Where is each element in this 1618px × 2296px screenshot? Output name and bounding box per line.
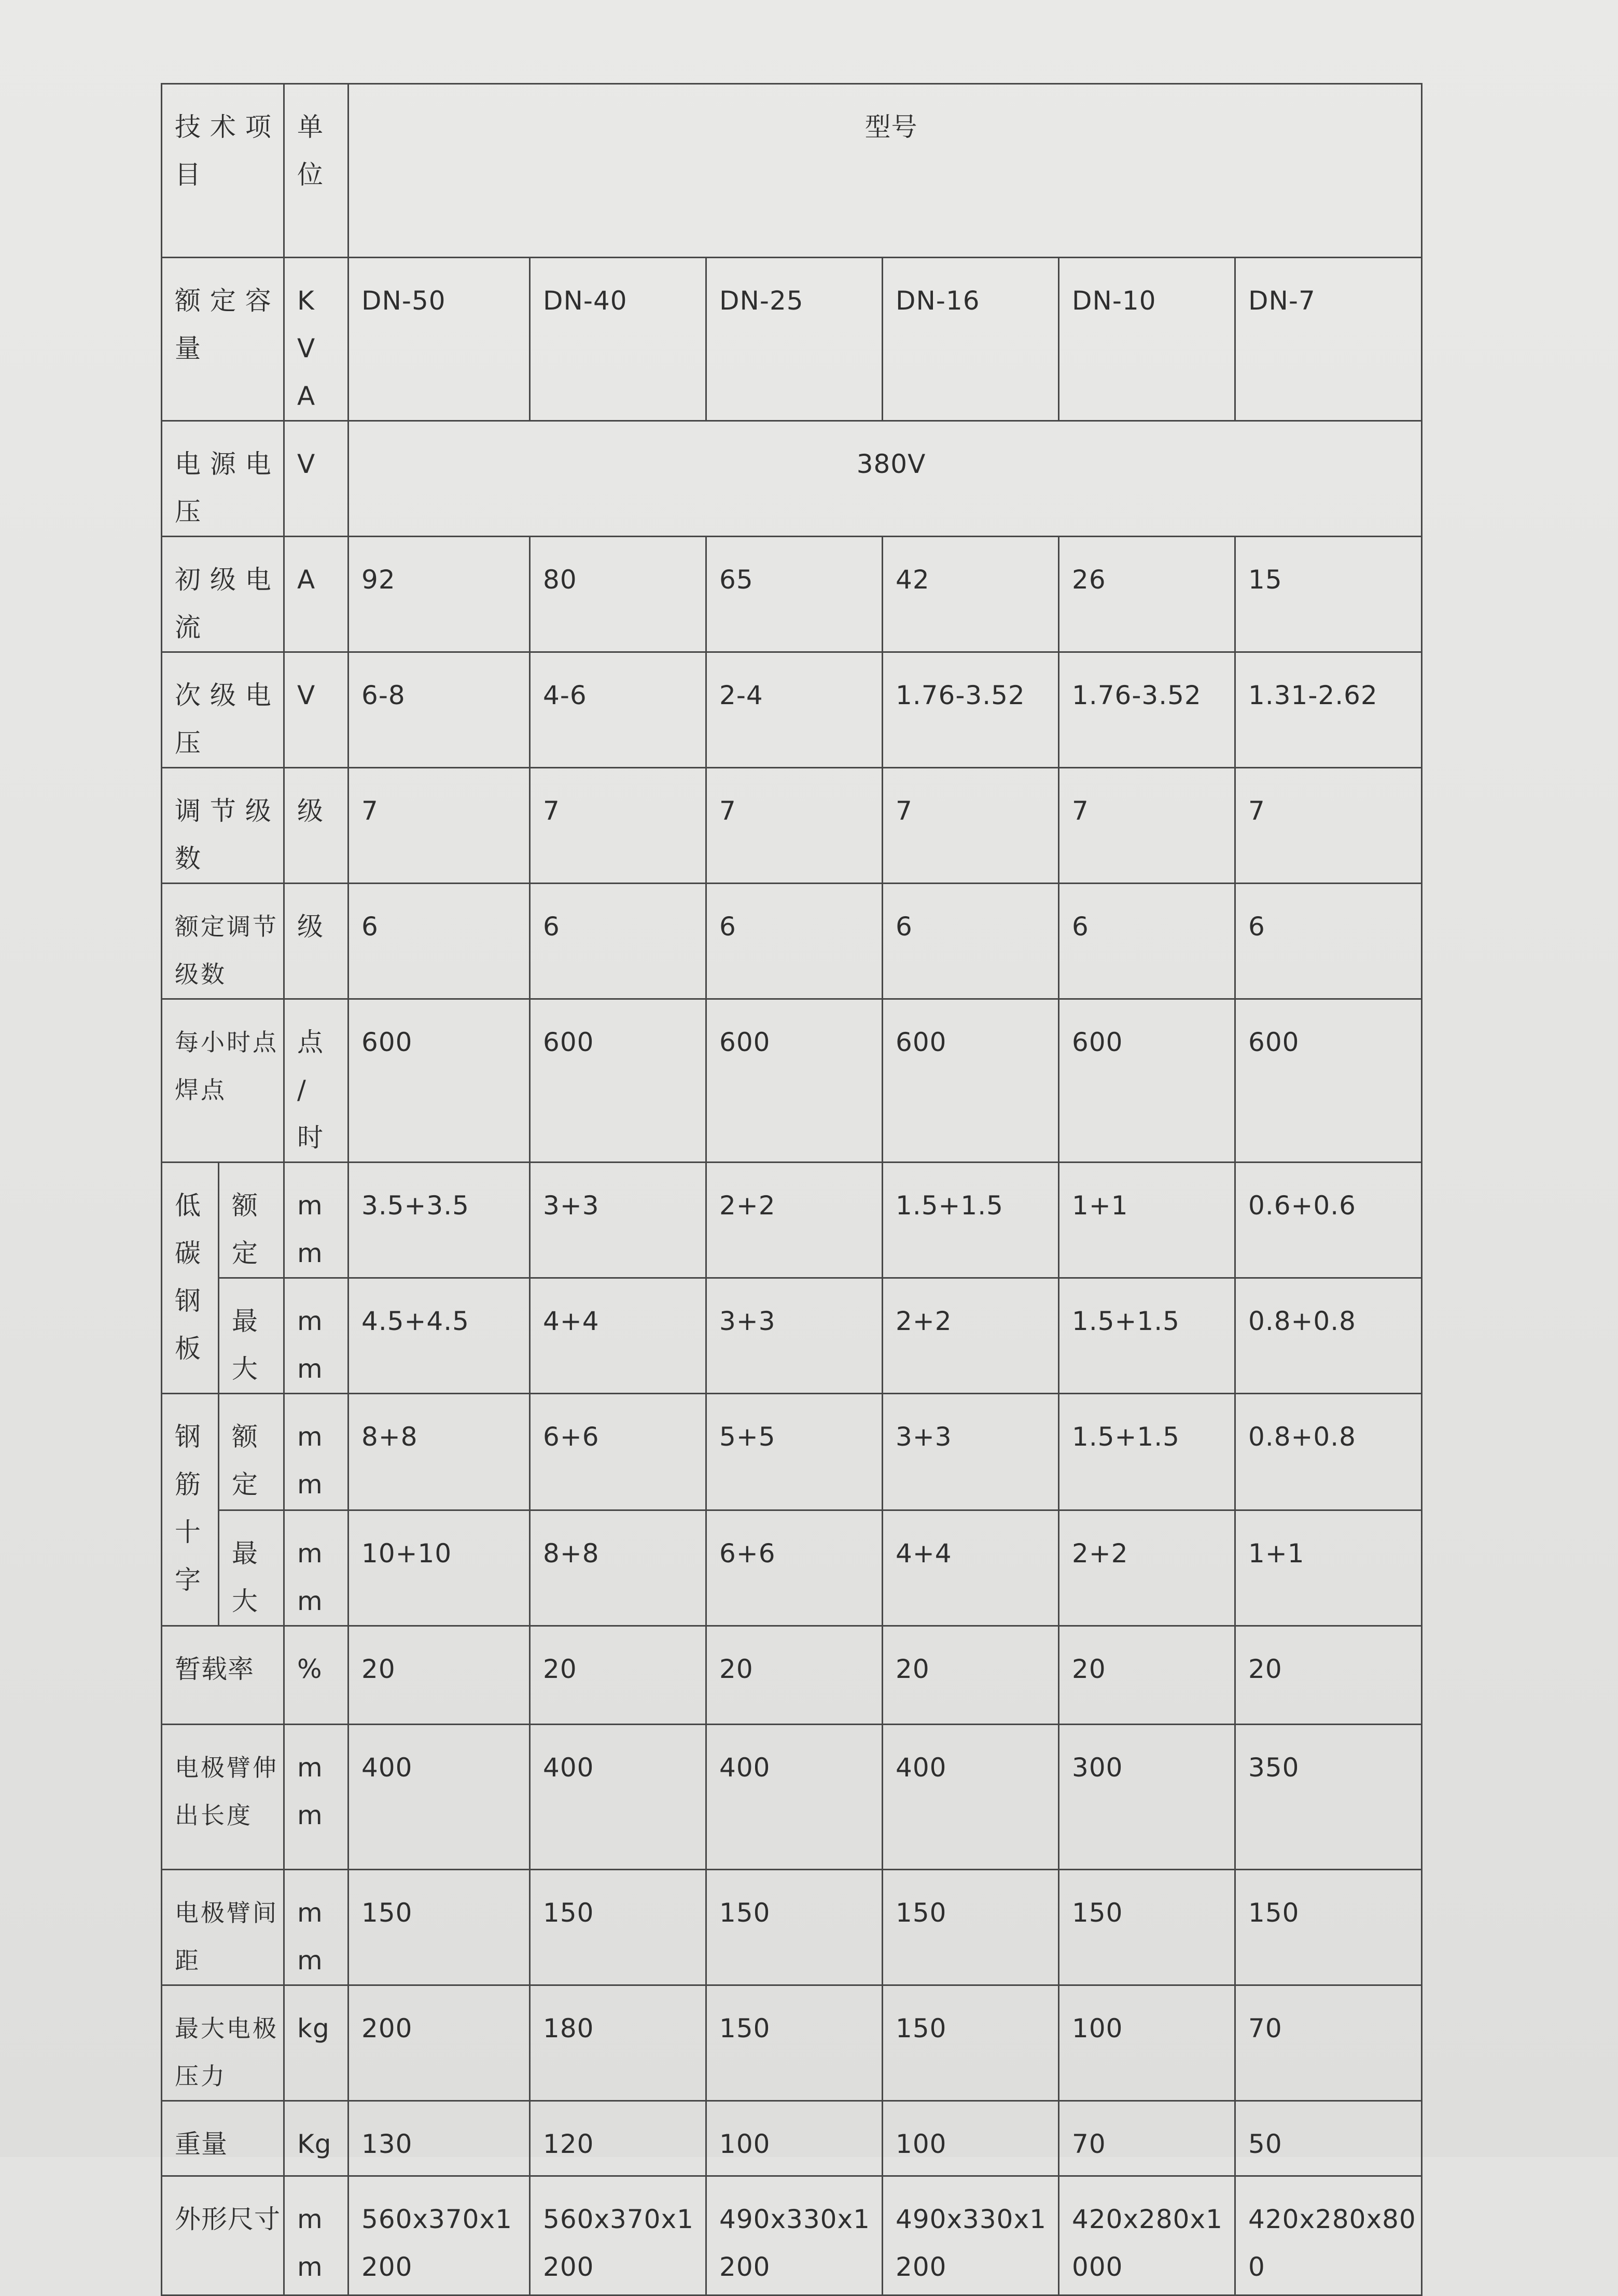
row-unit: m m (284, 2176, 348, 2295)
header-item-cell: 技 术 项目 (162, 84, 284, 258)
row-adjust-steps (162, 768, 1422, 884)
value-cell: 130 (348, 2101, 530, 2176)
value-cell: 6 (883, 884, 1059, 999)
model-cell: DN-40 (530, 258, 706, 421)
value-cell: 6 (706, 884, 883, 999)
row-unit: m m (284, 1278, 348, 1394)
value-cell: 42 (883, 537, 1059, 652)
value-cell: 560x370x1200 (530, 2176, 706, 2295)
value-cell: 7 (530, 768, 706, 884)
value-cell: 20 (348, 1626, 530, 1725)
value-cell: 5+5 (706, 1394, 883, 1510)
row-unit: m m (284, 1725, 348, 1870)
value-cell: 2-4 (706, 652, 883, 768)
row-rebar-max (162, 1510, 1422, 1626)
value-cell: 65 (706, 537, 883, 652)
value-cell: 3.5+3.5 (348, 1163, 530, 1278)
row-label: 额定调节级数 (162, 884, 284, 999)
value-cell: 150 (1235, 1870, 1422, 1985)
value-cell: 7 (1235, 768, 1422, 884)
group-rebar-cross: 钢 筋 十 字 (162, 1394, 219, 1626)
value-cell: 6 (1059, 884, 1235, 999)
row-low-carbon-rated (162, 1163, 1422, 1278)
value-cell: 600 (530, 999, 706, 1163)
row-arm-extension (162, 1725, 1422, 1870)
row-weight (162, 2101, 1422, 2176)
value-cell: 2+2 (1059, 1510, 1235, 1626)
value-cell: 70 (1059, 2101, 1235, 2176)
header-row (162, 84, 1422, 258)
value-cell: 400 (348, 1725, 530, 1870)
value-cell: 1+1 (1059, 1163, 1235, 1278)
value-cell: 100 (706, 2101, 883, 2176)
row-dimensions (162, 2176, 1422, 2295)
value-cell: 2+2 (883, 1278, 1059, 1394)
value-cell: 600 (1235, 999, 1422, 1163)
row-arm-spacing (162, 1870, 1422, 1985)
value-cell: 400 (883, 1725, 1059, 1870)
row-unit: % (284, 1626, 348, 1725)
value-cell: 4-6 (530, 652, 706, 768)
row-label: 调 节 级数 (162, 768, 284, 884)
value-cell: 10+10 (348, 1510, 530, 1626)
value-cell: 3+3 (883, 1394, 1059, 1510)
value-cell: 300 (1059, 1725, 1235, 1870)
header-unit-cell: 单 位 (284, 84, 348, 258)
row-rated-capacity (162, 258, 1422, 421)
value-cell: 120 (530, 2101, 706, 2176)
row-duty-cycle (162, 1626, 1422, 1725)
row-unit: V (284, 652, 348, 768)
value-cell: 7 (348, 768, 530, 884)
row-unit: m m (284, 1394, 348, 1510)
row-unit: m m (284, 1163, 348, 1278)
value-cell: 350 (1235, 1725, 1422, 1870)
row-max-pressure (162, 1985, 1422, 2101)
header-model-cell: 型号 (348, 84, 1422, 258)
model-cell: DN-50 (348, 258, 530, 421)
group-low-carbon-steel: 低 碳 钢 板 (162, 1163, 219, 1394)
value-cell: 1.31-2.62 (1235, 652, 1422, 768)
row-label: 每小时点焊点 (162, 999, 284, 1163)
row-low-carbon-max (162, 1278, 1422, 1394)
value-cell: 7 (883, 768, 1059, 884)
value-cell: 1.5+1.5 (1059, 1278, 1235, 1394)
row-label: 次 级 电压 (162, 652, 284, 768)
value-cell: 20 (1235, 1626, 1422, 1725)
row-unit: 点 / 时 (284, 999, 348, 1163)
value-cell: 8+8 (348, 1394, 530, 1510)
model-cell: DN-25 (706, 258, 883, 421)
model-cell: DN-7 (1235, 258, 1422, 421)
value-cell: 490x330x1200 (706, 2176, 883, 2295)
row-unit: A (284, 537, 348, 652)
value-cell: 20 (883, 1626, 1059, 1725)
value-cell: 180 (530, 1985, 706, 2101)
value-cell: 1.5+1.5 (1059, 1394, 1235, 1510)
row-label: 电极臂间距 (162, 1870, 284, 1985)
value-cell: 70 (1235, 1985, 1422, 2101)
row-label: 外形尺寸 (162, 2176, 284, 2295)
value-cell: 400 (530, 1725, 706, 1870)
value-cell: 150 (348, 1870, 530, 1985)
value-cell: 1.5+1.5 (883, 1163, 1059, 1278)
row-label: 额 定 容量 (162, 258, 284, 421)
value-cell: 20 (1059, 1626, 1235, 1725)
value-cell: 400 (706, 1725, 883, 1870)
value-cell: 200 (348, 1985, 530, 2101)
value-cell: 3+3 (706, 1278, 883, 1394)
value-cell: 1.76-3.52 (1059, 652, 1235, 768)
value-cell: 6 (530, 884, 706, 999)
value-cell: 26 (1059, 537, 1235, 652)
row-label: 初 级 电流 (162, 537, 284, 652)
row-unit: Kg (284, 2101, 348, 2176)
value-cell: 100 (883, 2101, 1059, 2176)
value-cell: 150 (883, 1870, 1059, 1985)
row-unit: V (284, 421, 348, 537)
sub-label: 最 大 (219, 1510, 284, 1626)
supply-voltage-value: 380V (348, 421, 1422, 537)
row-unit: K V A (284, 258, 348, 421)
value-cell: 1+1 (1235, 1510, 1422, 1626)
value-cell: 6 (1235, 884, 1422, 999)
row-supply-voltage (162, 421, 1422, 537)
row-unit: m m (284, 1510, 348, 1626)
value-cell: 20 (530, 1626, 706, 1725)
value-cell: 100 (1059, 1985, 1235, 2101)
value-cell: 150 (883, 1985, 1059, 2101)
row-unit: m m (284, 1870, 348, 1985)
model-cell: DN-10 (1059, 258, 1235, 421)
value-cell: 2+2 (706, 1163, 883, 1278)
value-cell: 150 (1059, 1870, 1235, 1985)
row-unit: 级 (284, 884, 348, 999)
value-cell: 420x280x1000 (1059, 2176, 1235, 2295)
row-primary-current (162, 537, 1422, 652)
value-cell: 600 (1059, 999, 1235, 1163)
value-cell: 600 (706, 999, 883, 1163)
value-cell: 4+4 (530, 1278, 706, 1394)
row-welds-per-hour (162, 999, 1422, 1163)
value-cell: 600 (348, 999, 530, 1163)
value-cell: 6-8 (348, 652, 530, 768)
value-cell: 150 (530, 1870, 706, 1985)
row-unit: kg (284, 1985, 348, 2101)
value-cell: 420x280x800 (1235, 2176, 1422, 2295)
value-cell: 8+8 (530, 1510, 706, 1626)
value-cell: 0.6+0.6 (1235, 1163, 1422, 1278)
row-rebar-rated (162, 1394, 1422, 1510)
value-cell: 92 (348, 537, 530, 652)
row-label: 重量 (162, 2101, 284, 2176)
sub-label: 额 定 (219, 1163, 284, 1278)
row-label: 最大电极压力 (162, 1985, 284, 2101)
value-cell: 6+6 (530, 1394, 706, 1510)
value-cell: 80 (530, 537, 706, 652)
sub-label: 最 大 (219, 1278, 284, 1394)
value-cell: 4.5+4.5 (348, 1278, 530, 1394)
row-label: 电 源 电压 (162, 421, 284, 537)
value-cell: 4+4 (883, 1510, 1059, 1626)
value-cell: 50 (1235, 2101, 1422, 2176)
value-cell: 150 (706, 1985, 883, 2101)
value-cell: 560x370x1200 (348, 2176, 530, 2295)
value-cell: 600 (883, 999, 1059, 1163)
row-unit: 级 (284, 768, 348, 884)
value-cell: 490x330x1200 (883, 2176, 1059, 2295)
row-label: 电极臂伸出长度 (162, 1725, 284, 1870)
value-cell: 6+6 (706, 1510, 883, 1626)
row-label: 暂载率 (162, 1626, 284, 1725)
value-cell: 0.8+0.8 (1235, 1394, 1422, 1510)
value-cell: 7 (706, 768, 883, 884)
row-secondary-voltage (162, 652, 1422, 768)
value-cell: 3+3 (530, 1163, 706, 1278)
value-cell: 7 (1059, 768, 1235, 884)
value-cell: 150 (706, 1870, 883, 1985)
value-cell: 1.76-3.52 (883, 652, 1059, 768)
value-cell: 20 (706, 1626, 883, 1725)
model-cell: DN-16 (883, 258, 1059, 421)
row-rated-adjust-steps (162, 884, 1422, 999)
sub-label: 额 定 (219, 1394, 284, 1510)
value-cell: 15 (1235, 537, 1422, 652)
value-cell: 6 (348, 884, 530, 999)
spec-table (161, 83, 1422, 2296)
value-cell: 0.8+0.8 (1235, 1278, 1422, 1394)
